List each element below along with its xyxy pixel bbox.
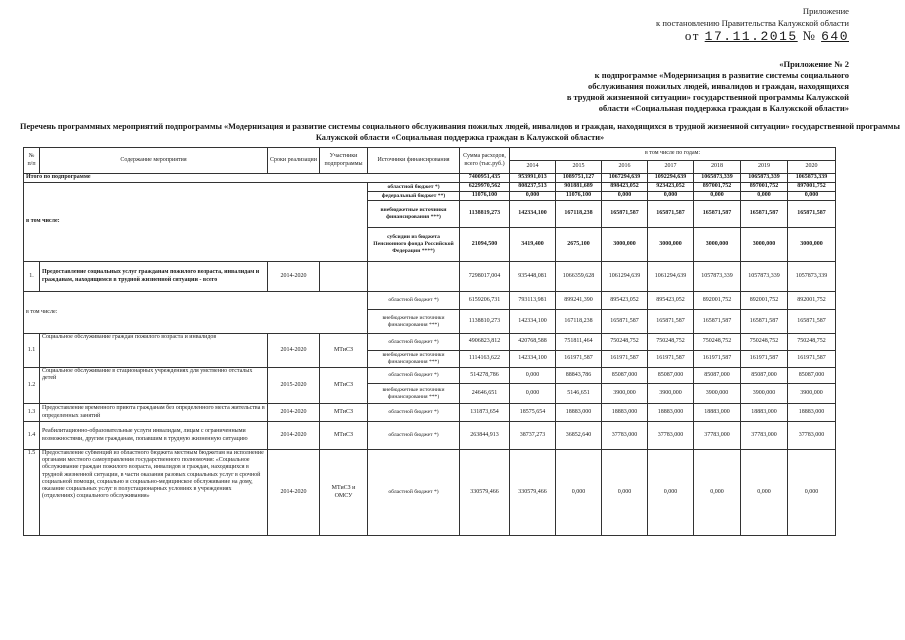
sum-cell: 1114163,622	[460, 351, 510, 368]
year-cell: 37783,000	[602, 422, 648, 450]
sum-cell: 263844,913	[460, 422, 510, 450]
col-year: 2019	[741, 161, 788, 174]
year-cell: 0,000	[694, 450, 741, 536]
sum-cell: 6229970,562	[460, 183, 510, 192]
year-cell: 898423,052	[602, 183, 648, 192]
year-cell: 18883,000	[741, 404, 788, 422]
year-cell: 161971,587	[694, 351, 741, 368]
year-cell: 1066359,628	[556, 262, 602, 292]
sum-cell: 7298017,004	[460, 262, 510, 292]
year-cell: 165871,587	[602, 201, 648, 228]
year-cell: 0,000	[741, 192, 788, 201]
year-cell: 165871,587	[788, 310, 836, 334]
year-cell: 750248,752	[694, 334, 741, 351]
year-cell: 11076,100	[556, 192, 602, 201]
year-cell: 165871,587	[741, 201, 788, 228]
year-cell: 0,000	[788, 192, 836, 201]
year-cell: 3000,000	[694, 228, 741, 262]
col-by-years: в том числе по годам:	[510, 148, 836, 161]
total-year: 1092294,639	[648, 174, 694, 183]
year-cell: 897001,752	[741, 183, 788, 192]
col-source: Источники финансирования	[368, 148, 460, 174]
year-cell: 0,000	[648, 450, 694, 536]
source-cell: областной бюджет *)	[368, 368, 460, 384]
year-cell: 18883,000	[648, 404, 694, 422]
item-number: 1.4	[24, 422, 40, 450]
item-terms: 2015-2020	[268, 368, 320, 404]
year-cell: 1057873,339	[788, 262, 836, 292]
year-cell: 330579,466	[510, 450, 556, 536]
col-year: 2015	[556, 161, 602, 174]
col-year: 2020	[788, 161, 836, 174]
table-header	[24, 148, 836, 174]
appendix-label: Приложение	[802, 6, 849, 16]
col-total: Сумма расходов, всего (тыс.руб.)	[460, 148, 510, 174]
year-cell: 3900,000	[602, 384, 648, 404]
source-cell: внебюджетные источники финансирования ***)	[368, 310, 460, 334]
item-content: Реабилитационно-образовательные услуги инвалидам, лицам с ограниченными возможностями, другим гражданам, попавшим в трудную жизненную ситуацию	[40, 422, 268, 450]
attachment-line: в трудной жизненной ситуации» государственной программы Калужской	[566, 92, 849, 103]
year-cell: 3900,000	[788, 384, 836, 404]
year-cell: 901881,689	[556, 183, 602, 192]
item-terms: 2014-2020	[268, 422, 320, 450]
year-cell: 36852,640	[556, 422, 602, 450]
year-cell: 897001,752	[694, 183, 741, 192]
year-cell: 750248,752	[648, 334, 694, 351]
source-cell: внебюджетные источники финансирования ***)	[368, 384, 460, 404]
year-cell: 0,000	[510, 368, 556, 384]
sum-cell: 6159206,731	[460, 292, 510, 310]
year-cell: 5146,651	[556, 384, 602, 404]
year-cell: 3000,000	[788, 228, 836, 262]
item-number: 1.2	[24, 368, 40, 404]
year-cell: 165871,587	[694, 310, 741, 334]
item-content: Социальное обслуживание граждан пожилого возраста и инвалидов	[40, 334, 268, 368]
number-prefix: №	[802, 28, 817, 43]
year-cell: 85087,000	[788, 368, 836, 384]
year-cell: 167118,238	[556, 201, 602, 228]
item-number: 1.	[24, 262, 40, 292]
year-cell: 167118,238	[556, 310, 602, 334]
total-year: 1065873,339	[788, 174, 836, 183]
year-cell: 895423,052	[602, 292, 648, 310]
year-cell: 3000,000	[602, 228, 648, 262]
table-row-total	[24, 174, 836, 183]
source-cell: областной бюджет *)	[368, 292, 460, 310]
year-cell: 892001,752	[741, 292, 788, 310]
source-cell: субсидии из бюджета Пенсионного фонда Российской Федерации ****)	[368, 228, 460, 262]
table-row	[24, 183, 836, 192]
table-row-item-1-3	[24, 404, 836, 422]
year-cell: 3000,000	[648, 228, 694, 262]
year-cell: 37783,000	[741, 422, 788, 450]
year-cell: 161971,587	[741, 351, 788, 368]
col-year: 2017	[648, 161, 694, 174]
item-terms: 2014-2020	[268, 450, 320, 536]
sum-cell: 4906823,812	[460, 334, 510, 351]
col-year: 2018	[694, 161, 741, 174]
col-year: 2014	[510, 161, 556, 174]
year-cell: 0,000	[556, 450, 602, 536]
total-year: 1065873,339	[694, 174, 741, 183]
attachment-line: «Приложение № 2	[779, 59, 849, 69]
year-cell: 85087,000	[694, 368, 741, 384]
year-cell: 161971,587	[648, 351, 694, 368]
item-terms: 2014-2020	[268, 334, 320, 368]
source-cell: внебюджетные источники финансирования ***)	[368, 201, 460, 228]
col-terms: Сроки реализации	[268, 148, 320, 174]
year-cell: 892001,752	[694, 292, 741, 310]
year-cell: 935448,081	[510, 262, 556, 292]
year-cell: 1061294,639	[648, 262, 694, 292]
year-cell: 897001,752	[788, 183, 836, 192]
table-row-item-1-5	[24, 450, 836, 536]
total-label: Итого по подпрограмме	[24, 174, 460, 183]
year-cell: 18883,000	[788, 404, 836, 422]
year-cell: 85087,000	[648, 368, 694, 384]
source-cell: областной бюджет *)	[368, 422, 460, 450]
year-cell: 85087,000	[741, 368, 788, 384]
col-content: Содержание мероприятия	[40, 148, 268, 174]
year-cell: 3900,000	[648, 384, 694, 404]
item-source	[368, 262, 460, 292]
resolution-date: 17.11.2015	[704, 29, 798, 44]
source-cell: областной бюджет *)	[368, 183, 460, 192]
item-participants: МТиСЗ	[320, 422, 368, 450]
table-row	[24, 292, 836, 310]
in-that-label: в том числе:	[24, 183, 368, 262]
sum-cell: 514278,786	[460, 368, 510, 384]
year-cell: 750248,752	[741, 334, 788, 351]
sum-cell: 24646,651	[460, 384, 510, 404]
year-cell: 37783,000	[788, 422, 836, 450]
year-cell: 18883,000	[602, 404, 648, 422]
col-participants: Участники подпрограммы	[320, 148, 368, 174]
year-cell: 161971,587	[556, 351, 602, 368]
year-cell: 1057873,339	[741, 262, 788, 292]
in-that-label: в том числе:	[24, 292, 368, 334]
year-cell: 165871,587	[648, 310, 694, 334]
item-content: Предоставление субвенций из областного бюджета местным бюджетам на исполнение органами местного самоуправления государственного полномочия: «Социальное обслуживание граждан пожилого возраста, инвалидов и граждан, находящихся в трудной жизненной ситуации, в части оказания разовых социальных услуг в срочной социальной помощи, социально и социально-медицинское обслуживание на дому, оказание социальных услуг в полустационарных условиях в учреждениях (отделениях) социального обслуживания»	[40, 450, 268, 536]
year-cell: 895423,052	[648, 292, 694, 310]
year-cell: 3900,000	[741, 384, 788, 404]
year-cell: 0,000	[694, 192, 741, 201]
source-cell: областной бюджет *)	[368, 404, 460, 422]
year-cell: 38737,273	[510, 422, 556, 450]
year-cell: 0,000	[788, 450, 836, 536]
date-prefix: от	[684, 28, 700, 43]
year-cell: 18883,000	[556, 404, 602, 422]
year-cell: 165871,587	[788, 201, 836, 228]
year-cell: 165871,587	[648, 201, 694, 228]
year-cell: 165871,587	[694, 201, 741, 228]
year-cell: 165871,587	[741, 310, 788, 334]
table-row-item-1-2	[24, 368, 836, 384]
total-year: 1089751,127	[556, 174, 602, 183]
program-measures-table	[23, 147, 836, 536]
table-row-item1	[24, 262, 836, 292]
year-cell: 37783,000	[648, 422, 694, 450]
sum-cell: 1138810,273	[460, 310, 510, 334]
year-cell: 18883,000	[694, 404, 741, 422]
year-cell: 793113,981	[510, 292, 556, 310]
year-cell: 892001,752	[788, 292, 836, 310]
source-cell: областной бюджет *)	[368, 334, 460, 351]
year-cell: 750248,752	[788, 334, 836, 351]
year-cell: 1057873,339	[694, 262, 741, 292]
total-year: 1067294,639	[602, 174, 648, 183]
year-cell: 1061294,639	[602, 262, 648, 292]
item-number: 1.3	[24, 404, 40, 422]
year-cell: 2675,100	[556, 228, 602, 262]
sum-cell: 11076,100	[460, 192, 510, 201]
item-number: 1.1	[24, 334, 40, 368]
year-cell: 142334,100	[510, 201, 556, 228]
resolution-date-line	[685, 28, 849, 45]
year-cell: 88843,786	[556, 368, 602, 384]
year-cell: 808237,513	[510, 183, 556, 192]
year-cell: 923423,052	[648, 183, 694, 192]
item-participants: МТиСЗ	[320, 368, 368, 404]
total-year: 953991,013	[510, 174, 556, 183]
item-content: Предоставление социальных услуг гражданам пожилого возраста, инвалидам и гражданам, находящимся в трудной жизненной ситуации - всего	[40, 262, 268, 292]
year-cell: 18575,654	[510, 404, 556, 422]
year-cell: 142334,100	[510, 351, 556, 368]
sum-cell: 330579,466	[460, 450, 510, 536]
item-terms: 2014-2020	[268, 404, 320, 422]
document-title: Перечень программных мероприятий подпрограммы «Модернизация и развитие системы социального обслуживания пожилых людей, инвалидов и граждан, находящихся в трудной жизненной ситуации» государственной программы Калужской области «Социальная поддержка граждан в Калужской области»	[20, 122, 900, 143]
year-cell: 0,000	[741, 450, 788, 536]
sum-cell: 1138819,273	[460, 201, 510, 228]
source-cell: областной бюджет *)	[368, 450, 460, 536]
year-cell: 3900,000	[694, 384, 741, 404]
year-cell: 0,000	[602, 192, 648, 201]
item-participants: МТиСЗ	[320, 334, 368, 368]
source-cell: федеральный бюджет **)	[368, 192, 460, 201]
year-cell: 0,000	[510, 192, 556, 201]
item-participants: МТиСЗ и ОМСУ	[320, 450, 368, 536]
year-cell: 3419,400	[510, 228, 556, 262]
year-cell: 751811,464	[556, 334, 602, 351]
table-row-item-1-1	[24, 334, 836, 351]
item-participants	[320, 262, 368, 292]
year-cell: 0,000	[602, 450, 648, 536]
year-cell: 0,000	[648, 192, 694, 201]
item-number: 1.5	[24, 450, 40, 536]
table-row-item-1-4	[24, 422, 836, 450]
item-participants: МТиСЗ	[320, 404, 368, 422]
attachment-line: области «Социальная поддержка граждан в Калужской области»	[598, 103, 849, 114]
year-cell: 161971,587	[602, 351, 648, 368]
year-cell: 3000,000	[741, 228, 788, 262]
year-cell: 142334,100	[510, 310, 556, 334]
total-sum: 7400951,435	[460, 174, 510, 183]
item-content: Предоставление временного приюта гражданам без определенного места жительства в определенных занятий	[40, 404, 268, 422]
attachment-line: обслуживания пожилых людей, инвалидов и граждан, находящихся	[588, 81, 849, 92]
sum-cell: 131873,654	[460, 404, 510, 422]
year-cell: 899241,390	[556, 292, 602, 310]
total-year: 1065873,339	[741, 174, 788, 183]
col-year: 2016	[602, 161, 648, 174]
year-cell: 420768,588	[510, 334, 556, 351]
year-cell: 750248,752	[602, 334, 648, 351]
year-cell: 161971,587	[788, 351, 836, 368]
year-cell: 37783,000	[694, 422, 741, 450]
item-terms: 2014-2020	[268, 262, 320, 292]
sum-cell: 21094,500	[460, 228, 510, 262]
item-content: Социальное обслуживание в стационарных учреждениях для умственно отсталых детей	[40, 368, 268, 404]
year-cell: 85087,000	[602, 368, 648, 384]
resolution-label: к постановлению Правительства Калужской области	[656, 18, 849, 28]
year-cell: 165871,587	[602, 310, 648, 334]
col-no: № п/п	[24, 148, 40, 174]
attachment-line: к подпрограмме «Модернизация в развитие системы социального	[594, 70, 849, 81]
source-cell: внебюджетные источники финансирования ***)	[368, 351, 460, 368]
resolution-number: 640	[821, 29, 849, 44]
attachment-note	[549, 59, 849, 114]
year-cell: 0,000	[510, 384, 556, 404]
